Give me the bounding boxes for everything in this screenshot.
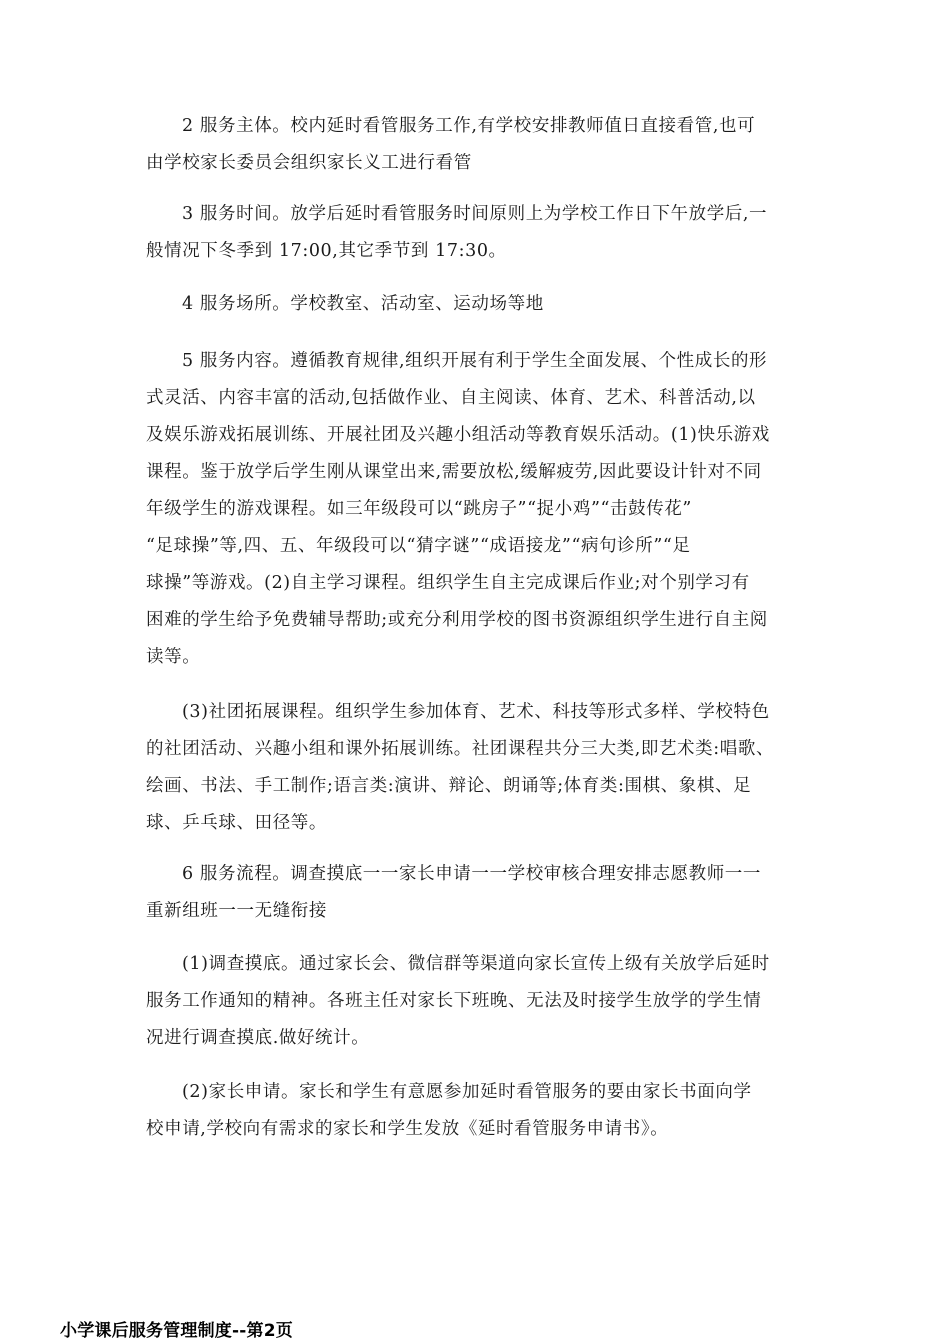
text-line: 及娱乐游戏拓展训练、开展社团及兴趣小组活动等教育娱乐活动。(1)快乐游戏 xyxy=(146,425,770,445)
text-line: 校申请,学校向有需求的家长和学生发放《延时看管服务申请书》。 xyxy=(146,1119,669,1139)
text-line: 由学校家长委员会组织家长义工进行看管 xyxy=(146,153,472,173)
text-line: 重新组班一一无缝衔接 xyxy=(146,901,327,921)
paragraph-club-courses xyxy=(146,694,810,842)
page-footer: 小学课后服务管理制度--第2页 xyxy=(60,1321,293,1341)
text-line: “足球操”等,四、五、年级段可以“猜字谜”“成语接龙”“病句诊所”“足 xyxy=(146,536,691,556)
paragraph-service-process xyxy=(146,856,810,930)
text-line: 般情况下冬季到 17:00,其它季节到 17:30。 xyxy=(146,241,507,261)
paragraph-survey xyxy=(146,946,810,1057)
text-line: (2)家长申请。家长和学生有意愿参加延时看管服务的要由家长书面向学 xyxy=(182,1082,752,1102)
text-line: 绘画、书法、手工制作;语言类:演讲、辩论、朗诵等;体育类:围棋、象棋、足 xyxy=(146,776,752,796)
text-line: (1)调查摸底。通过家长会、微信群等渠道向家长宣传上级有关放学后延时 xyxy=(182,954,770,974)
text-line: 况进行调查摸底.做好统计。 xyxy=(146,1028,370,1048)
paragraph-service-place xyxy=(146,286,810,323)
text-line: 3 服务时间。放学后延时看管服务时间原则上为学校工作日下午放学后,一 xyxy=(182,204,768,224)
text-line: 读等。 xyxy=(146,647,201,667)
text-line: 5 服务内容。遵循教育规律,组织开展有利于学生全面发展、个性成长的形 xyxy=(182,351,768,371)
text-line: (3)社团拓展课程。组织学生参加体育、艺术、科技等形式多样、学校特色 xyxy=(182,702,770,722)
text-line: 困难的学生给予免费辅导帮助;或充分利用学校的图书资源组织学生进行自主阅 xyxy=(146,610,768,630)
paragraph-parent-application xyxy=(146,1074,810,1148)
paragraph-service-content xyxy=(146,343,810,676)
text-line: 课程。鉴于放学后学生刚从课堂出来,需要放松,缓解疲劳,因此要设计针对不同 xyxy=(146,462,762,482)
text-line: 服务工作通知的精神。各班主任对家长下班晚、无法及时接学生放学的学生情 xyxy=(146,991,762,1011)
text-line: 6 服务流程。调查摸底一一家长申请一一学校审核合理安排志愿教师一一 xyxy=(182,864,761,884)
paragraph-service-subject xyxy=(146,108,810,182)
text-line: 式灵活、内容丰富的活动,包括做作业、自主阅读、体育、艺术、科普活动,以 xyxy=(146,388,756,408)
text-line: 的社团活动、兴趣小组和课外拓展训练。社团课程共分三大类,即艺术类:唱歌、 xyxy=(146,739,775,759)
paragraph-service-time xyxy=(146,196,810,270)
text-line: 球、乒乓球、田径等。 xyxy=(146,813,327,833)
text-line: 2 服务主体。校内延时看管服务工作,有学校安排教师值日直接看管,也可 xyxy=(182,116,756,136)
text-line: 球操”等游戏。(2)自主学习课程。组织学生自主完成课后作业;对个别学习有 xyxy=(146,573,750,593)
text-line: 4 服务场所。学校教室、活动室、运动场等地 xyxy=(182,294,544,314)
text-line: 年级学生的游戏课程。如三年级段可以“跳房子”“捉小鸡”“击鼓传花” xyxy=(146,499,692,519)
